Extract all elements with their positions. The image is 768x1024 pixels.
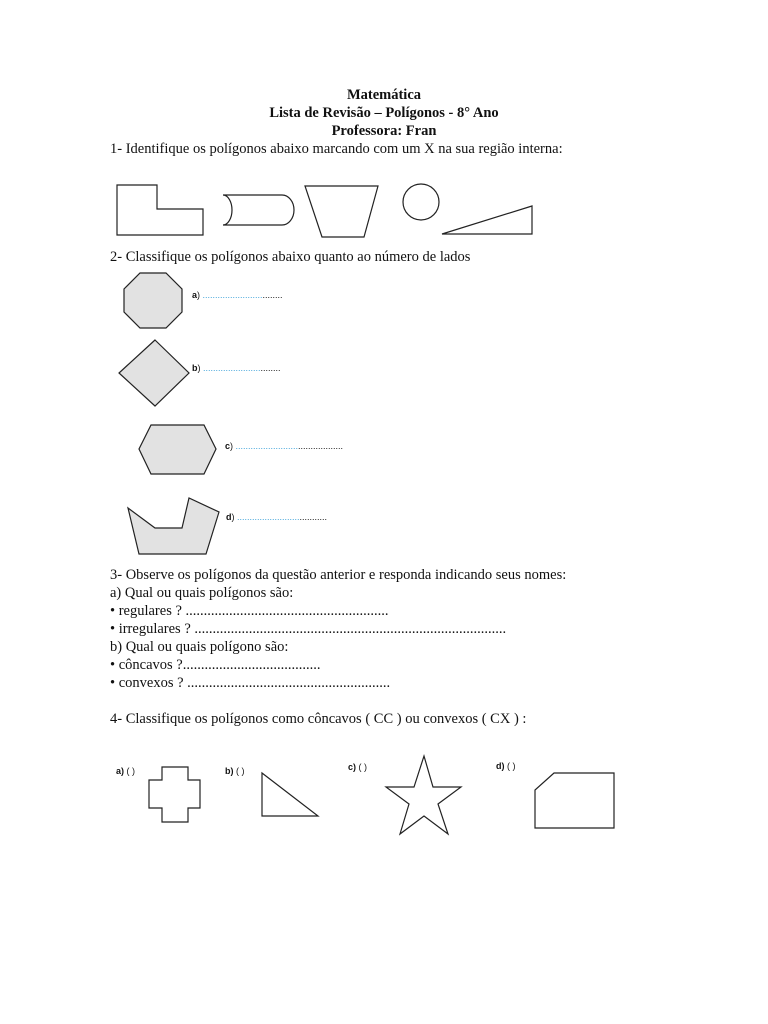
q4-shapes [0,750,768,840]
q2-item-c-dots-blue: ......................... [235,441,299,451]
q2-item-b-dots-blue: ....................... [203,363,261,373]
worksheet-title: Lista de Revisão – Polígonos - 8° Ano [269,105,499,121]
q2-item-a-letter: a [192,290,198,300]
q4-item-b-paren: ( ) [236,766,245,776]
q3-concavos-answer: • côncavos ?...................................... [110,657,321,673]
q2-item-c-paren: ) [230,441,234,451]
q2-item-a-dots-blue: ........................ [202,290,263,300]
q2-concave-shape [126,496,222,556]
subject-title: Matemática [346,87,422,103]
q3-regulares-answer: • regulares ? ........................................................ [110,603,389,619]
q2-item-d-paren: ) [231,512,235,522]
q4-item-c-letter: c) [348,762,357,772]
q1-triangle-shape [442,206,532,234]
q2-item-b-letter: b [192,363,198,373]
q4-item-a-letter: a) [116,766,125,776]
q4-pentagon-shape [535,773,614,828]
q2-item-b [192,363,281,373]
q2-prompt: 2- Classifique os polígonos abaixo quanto ao número de lados [110,249,471,265]
q4-prompt: 4- Classifique os polígonos como côncavos ( CC ) ou convexos ( CX ) : [110,711,527,727]
q4-item-d-letter: d) [496,761,505,771]
q3-irregulares-answer: • irregulares ? ...................................................................................... [110,621,507,637]
q1-circle-shape [403,184,439,220]
q2-item-a-paren: ) [197,290,201,300]
q3-prompt: 3- Observe os polígonos da questão anterior e responda indicando seus nomes: [110,567,567,583]
q1-capsule-shape [223,195,294,225]
q3-convexos-answer: • convexos ? ........................................................ [110,675,391,691]
q1-shapes [0,175,768,245]
q2-item-d [226,512,327,522]
q2-item-d-letter: d [226,512,232,522]
q2-item-c [225,441,343,451]
q1-trapezoid-shape [305,186,378,237]
q2-item-c-letter: c [225,441,231,451]
teacher-name: Professora: Fran [331,123,437,139]
q2-item-d-dots: ........... [299,512,328,522]
q4-item-d-paren: ( ) [507,761,516,771]
q2-item-a-dots: ........ [262,290,283,300]
q4-cross-shape [149,767,200,822]
q1-prompt: 1- Identifique os polígonos abaixo marcando com um X na sua região interna: [110,141,563,157]
q2-item-c-dots: .................. [298,441,344,451]
q4-item-b-letter: b) [225,766,234,776]
q2-hexagon-shape [138,424,218,476]
q2-octagon-shape [123,273,183,329]
q2-item-d-dots-blue: ......................... [237,512,300,522]
q4-item-a-paren: ( ) [126,766,136,776]
q4-item-c-paren: ( ) [358,762,368,772]
q4-right-triangle-shape [262,773,318,816]
q2-item-b-dots: ........ [260,363,281,373]
q3-part-a: a) Qual ou quais polígonos são: [110,585,294,601]
q2-item-b-paren: ) [197,363,201,373]
q1-l-shape [117,185,203,235]
q2-item-a [192,290,283,300]
q2-diamond-shape [118,339,190,407]
q4-star-shape [386,756,461,834]
q3-part-b: b) Qual ou quais polígono são: [110,639,289,655]
